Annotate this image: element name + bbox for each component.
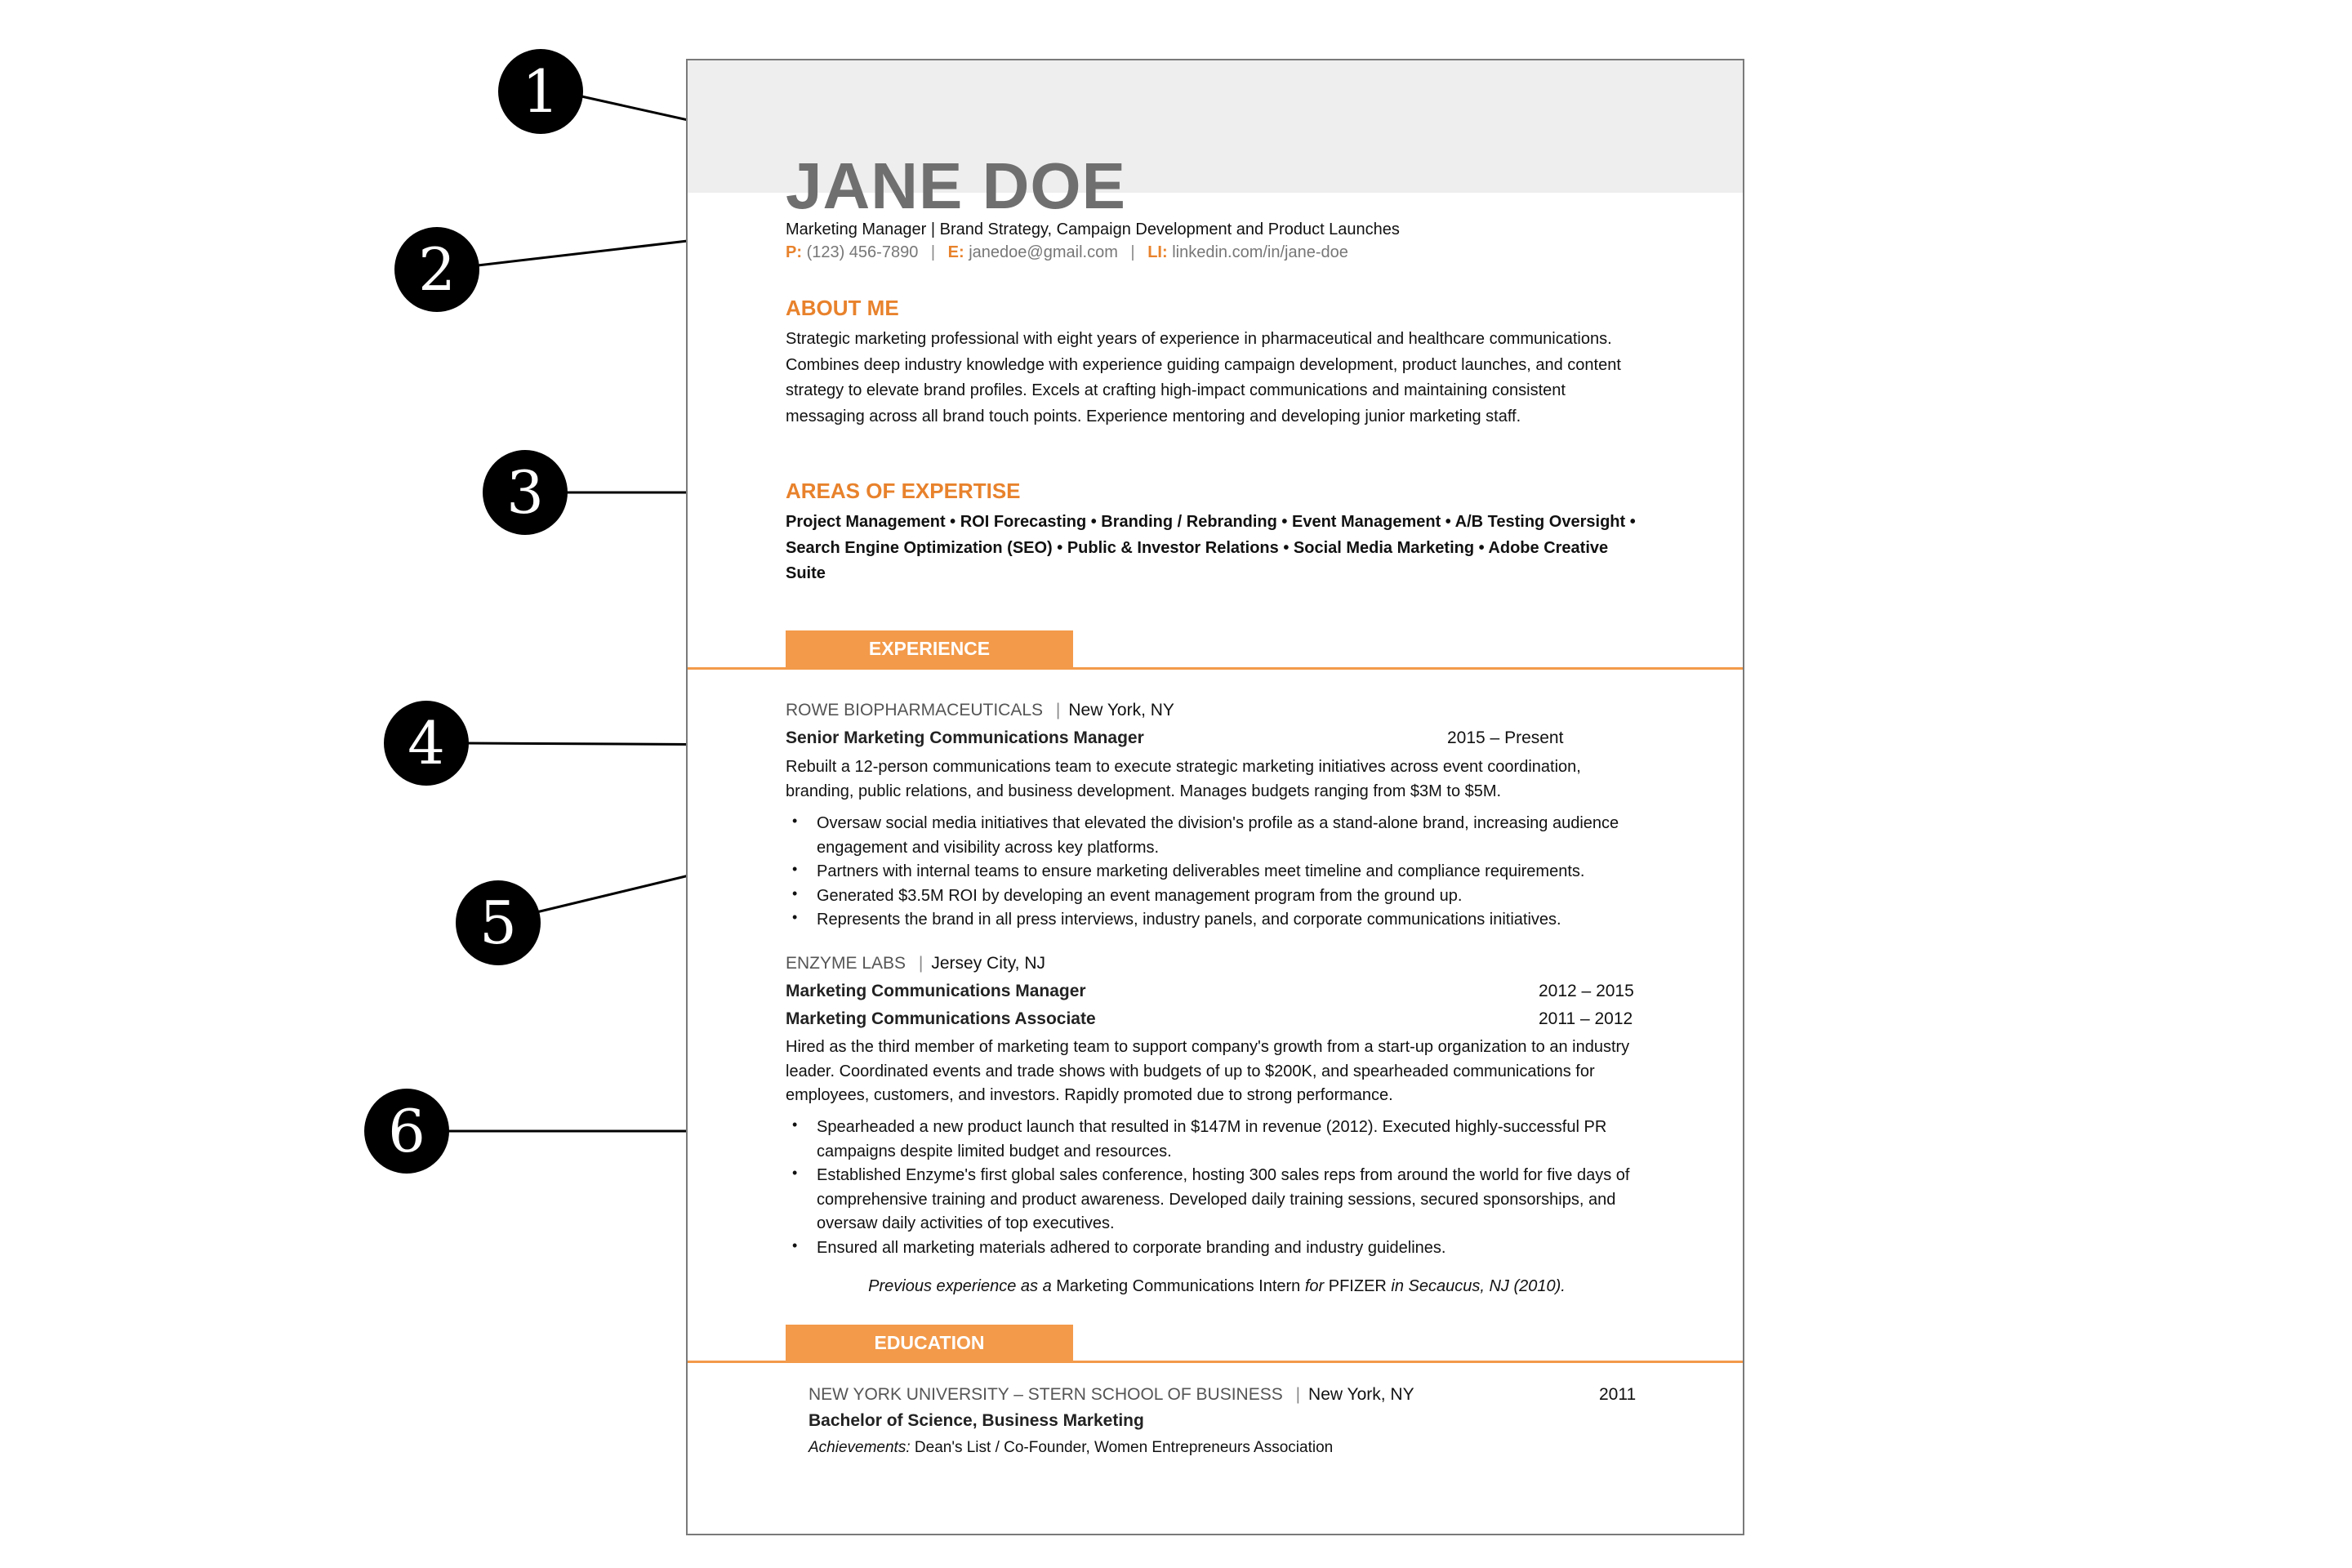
bullet-item: • Established Enzyme's first global sales conference, hosting 300 sales reps from around the world for five days of comprehensive training and product awareness. Developed daily training sessions, secured sponsorships, and oversaw daily activities of top executives.: [786, 1164, 1635, 1236]
linkedin-label: LI:: [1147, 243, 1168, 261]
job-title: Marketing Communications Manager: [786, 982, 1086, 1000]
school-location: New York, NY: [1308, 1385, 1414, 1404]
phone: (123) 456-7890: [806, 243, 919, 261]
candidate-name: JANE DOE: [786, 149, 1126, 222]
company-location: Jersey City, NJ: [931, 954, 1045, 973]
tagline: Marketing Manager | Brand Strategy, Campaign Development and Product Launches: [786, 220, 1400, 238]
job-title: Marketing Communications Associate: [786, 1009, 1096, 1028]
linkedin: linkedin.com/in/jane-doe: [1172, 243, 1348, 261]
about-text: Strategic marketing professional with eight years of experience in pharmaceutical and healthcare communications. Combines deep industry knowledge with experience guiding campaign development, product launches, and content strategy to elevate brand profiles. Excels at crafting high-impact communications and maintaining consistent messaging across all brand touch points. Experience mentoring and developing junior marketing staff.: [786, 330, 1621, 425]
job-summary: Rebuilt a 12-person communications team to execute strategic marketing initiatives across event coordination, branding, public relations, and business development. Manages budgets ranging from $3M to $5M.: [786, 758, 1581, 800]
callout-number: 3: [506, 458, 544, 527]
callout-number: 1: [522, 57, 559, 126]
prev-role: Marketing Communications Intern: [1056, 1277, 1301, 1295]
expertise-list: Project Management • ROI Forecasting • Branding / Rebranding • Event Management • A/B Testing Oversight • Search Engine Optimization (SEO) • Public & Investor Relations • Social Media Marketing • Adobe Creative Suite: [786, 513, 1636, 582]
job-bullets: [786, 1116, 1635, 1260]
achievements-text: Dean's List / Co-Founder, Women Entrepreneurs Association: [910, 1439, 1334, 1456]
prev-suffix: in Secaucus, NJ (2010).: [1386, 1277, 1566, 1295]
job-dates: 2011 – 2012: [1539, 1009, 1633, 1028]
callout-number: 5: [479, 889, 517, 957]
callout-number: 2: [418, 235, 456, 304]
company-name: [786, 954, 1045, 973]
separator: |: [930, 243, 936, 261]
separator: |: [1130, 243, 1135, 261]
contact-line: [786, 243, 1348, 262]
bullet-item: • Represents the brand in all press interviews, industry panels, and corporate communications initiatives.: [786, 908, 1635, 933]
separator: |: [918, 954, 924, 973]
job-summary: Hired as the third member of marketing team to support company's growth from a start-up organization to an industry leader. Coordinated events and trade shows with budgets of up to $200K, and spearheaded communications for employees, customers, and investors. Rapidly promoted due to strong performance.: [786, 1038, 1630, 1104]
company-title: ENZYME LABS: [786, 954, 906, 973]
phone-label: P:: [786, 243, 802, 261]
email: janedoe@gmail.com: [969, 243, 1118, 261]
resume-page: [686, 59, 1744, 1535]
education-label: EDUCATION: [786, 1325, 1073, 1361]
company-title: ROWE BIOPHARMACEUTICALS: [786, 701, 1044, 719]
callout-number: 6: [388, 1097, 425, 1165]
email-label: E:: [947, 243, 964, 261]
prev-mid: for: [1300, 1277, 1329, 1295]
school-title: NEW YORK UNIVERSITY – STERN SCHOOL OF BUSINESS: [808, 1385, 1283, 1404]
separator: |: [1295, 1385, 1301, 1404]
achievements-label: Achievements:: [808, 1439, 911, 1456]
bullet-item: • Generated $3.5M ROI by developing an event management program from the ground up.: [786, 884, 1635, 909]
company-name: [786, 701, 1174, 720]
about-title: ABOUT ME: [786, 296, 899, 320]
bullet-item: • Partners with internal teams to ensure marketing deliverables meet timeline and compliance requirements.: [786, 860, 1635, 884]
school-name: [808, 1385, 1414, 1405]
experience-divider: [688, 667, 1743, 670]
job-bullets: [786, 812, 1635, 933]
prev-company: PFIZER: [1328, 1277, 1387, 1295]
prev-prefix: Previous experience as a: [868, 1277, 1057, 1295]
company-location: New York, NY: [1068, 701, 1174, 719]
bullet-item: • Spearheaded a new product launch that resulted in $147M in revenue (2012). Executed highly-successful PR campaigns despite limited budget and resources.: [786, 1116, 1635, 1164]
job-dates: 2015 – Present: [1447, 728, 1564, 747]
separator: |: [1055, 701, 1061, 719]
bullet-item: • Oversaw social media initiatives that elevated the division's profile as a stand-alone brand, increasing audience engagement and visibility across key platforms.: [786, 812, 1635, 860]
bullet-item: • Ensured all marketing materials adhered to corporate branding and industry guidelines.: [786, 1236, 1635, 1261]
education-divider: [688, 1361, 1743, 1363]
experience-label: EXPERIENCE: [786, 630, 1073, 667]
achievements: [808, 1439, 1333, 1457]
previous-experience: [688, 1277, 1744, 1296]
job-dates: 2012 – 2015: [1539, 982, 1634, 1000]
graduation-year: 2011: [1599, 1385, 1637, 1404]
degree: Bachelor of Science, Business Marketing: [808, 1411, 1144, 1430]
expertise-title: AREAS OF EXPERTISE: [786, 479, 1021, 503]
callout-number: 4: [408, 709, 445, 777]
job-title: Senior Marketing Communications Manager: [786, 728, 1144, 747]
